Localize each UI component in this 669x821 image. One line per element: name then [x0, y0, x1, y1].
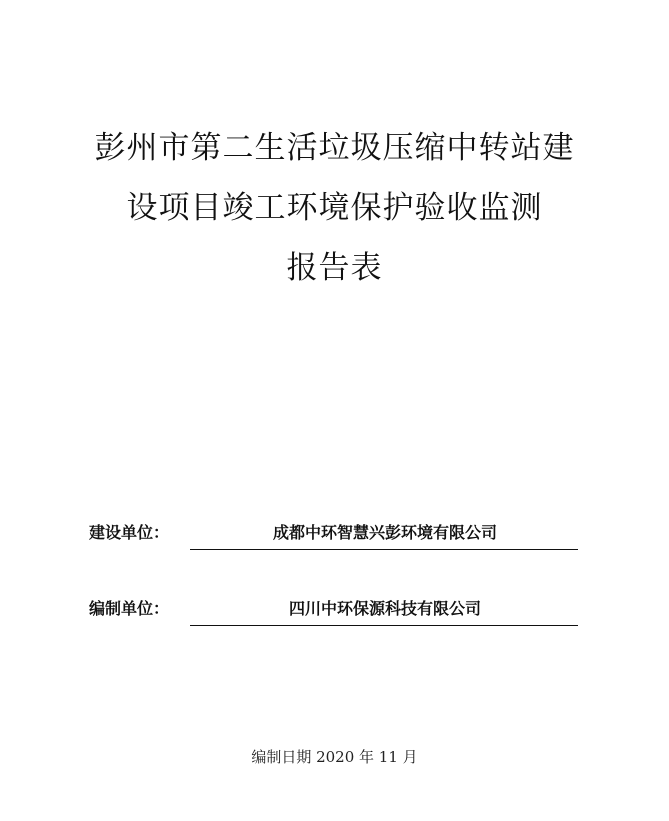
compiler-field — [0, 588, 669, 628]
compiler-label: 编制单位： — [89, 599, 170, 618]
compiler-underline — [190, 625, 578, 626]
builder-value: 成都中环智慧兴彭环境有限公司 — [272, 523, 497, 542]
title-line-1: 彭州市第二生活垃圾压缩中转站建 — [94, 130, 575, 166]
builder-underline — [190, 549, 578, 550]
compiler-value: 四川中环保源科技有限公司 — [288, 599, 481, 618]
title-line-2: 设项目竣工环境保护验收监测 — [126, 190, 543, 226]
report-title — [0, 118, 669, 298]
compile-date: 编制日期 2020 年 11 月 — [251, 748, 418, 766]
builder-field — [0, 512, 669, 552]
title-line-3: 报告表 — [286, 250, 383, 286]
builder-label: 建设单位： — [89, 523, 170, 542]
